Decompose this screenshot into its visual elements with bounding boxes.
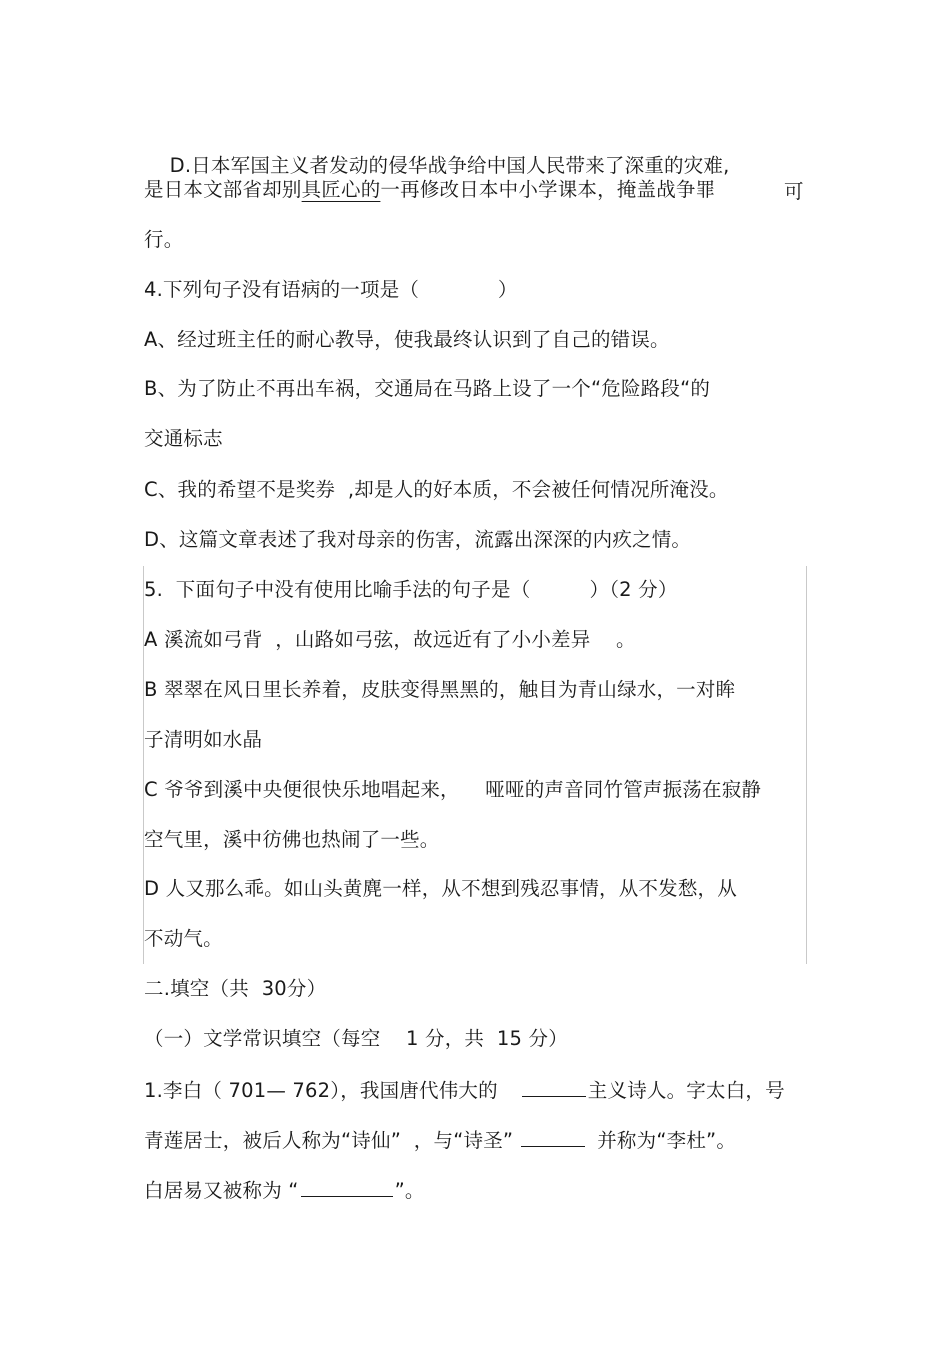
q3d-line-3: 行。: [144, 228, 184, 251]
q4-title: 4.下列句子没有语病的一项是（ ）: [144, 278, 518, 301]
fill-line-1: 1.李白（ 701— 762），我国唐代伟大的 主义诗人。字太白，号: [144, 1076, 785, 1104]
q5-option-c-line-1: C 爷爷到溪中央便很快乐地唱起来， 哑哑的声音同竹管声振荡在寂静: [144, 778, 762, 801]
q5-title: 5. 下面句子中没有使用比喻手法的句子是（ ）（2 分）: [144, 578, 678, 601]
answer-blank-3[interactable]: [301, 1176, 393, 1197]
section-2-subtitle: （一）文学常识填空（每空 1 分，共 15 分）: [144, 1027, 568, 1050]
box-left-border: [143, 566, 144, 964]
underlined-phrase: 具匠心的: [301, 178, 381, 201]
q3d-line-1: D.日本军国主义者发动的侵华战争给中国人民带来了深重的灾难, 可: [169, 154, 804, 203]
q5-option-b-line-1: B 翠翠在风日里长养着，皮肤变得黑黑的，触目为青山绿水，一对眸: [144, 678, 736, 701]
q4-option-a: A、经过班主任的耐心教导，使我最终认识到了自己的错误。: [144, 328, 670, 351]
q4-option-b-line-2: 交通标志: [144, 427, 223, 450]
q5-option-a: A 溪流如弓背 ，山路如弓弦，故远近有了小小差异 。: [144, 628, 636, 651]
answer-blank-1[interactable]: [522, 1076, 586, 1097]
fill-line-2: 青莲居士，被后人称为“诗仙” ，与“诗圣” 并称为“李杜”。: [144, 1126, 736, 1154]
section-2-title: 二.填空（共 30分）: [144, 977, 327, 1000]
q5-option-c-line-2: 空气里，溪中彷佛也热闹了一些。: [144, 828, 440, 851]
q5-option-d-line-2: 不动气。: [144, 927, 223, 950]
answer-blank-2[interactable]: [521, 1126, 585, 1147]
box-right-border: [806, 566, 807, 964]
q3d-line-2: 是日本文部省却别具匠心的一再修改日本中小学课本，掩盖战争罪: [144, 178, 716, 201]
q5-option-d-line-1: D 人又那么乖。如山头黄麂一样，从不想到残忍事情，从不发愁，从: [144, 877, 737, 900]
q4-option-c: C、我的希望不是奖券 ,却是人的好本质，不会被任何情况所淹没。: [144, 478, 729, 501]
q4-option-d: D、这篇文章表述了我对母亲的伤害，流露出深深的内疚之情。: [144, 528, 692, 551]
fill-line-3: 白居易又被称为 “ ”。: [144, 1176, 425, 1204]
q5-option-b-line-2: 子清明如水晶: [144, 728, 263, 751]
q4-option-b-line-1: B、为了防止不再出车祸，交通局在马路上设了一个“危险路段“的: [144, 377, 711, 400]
